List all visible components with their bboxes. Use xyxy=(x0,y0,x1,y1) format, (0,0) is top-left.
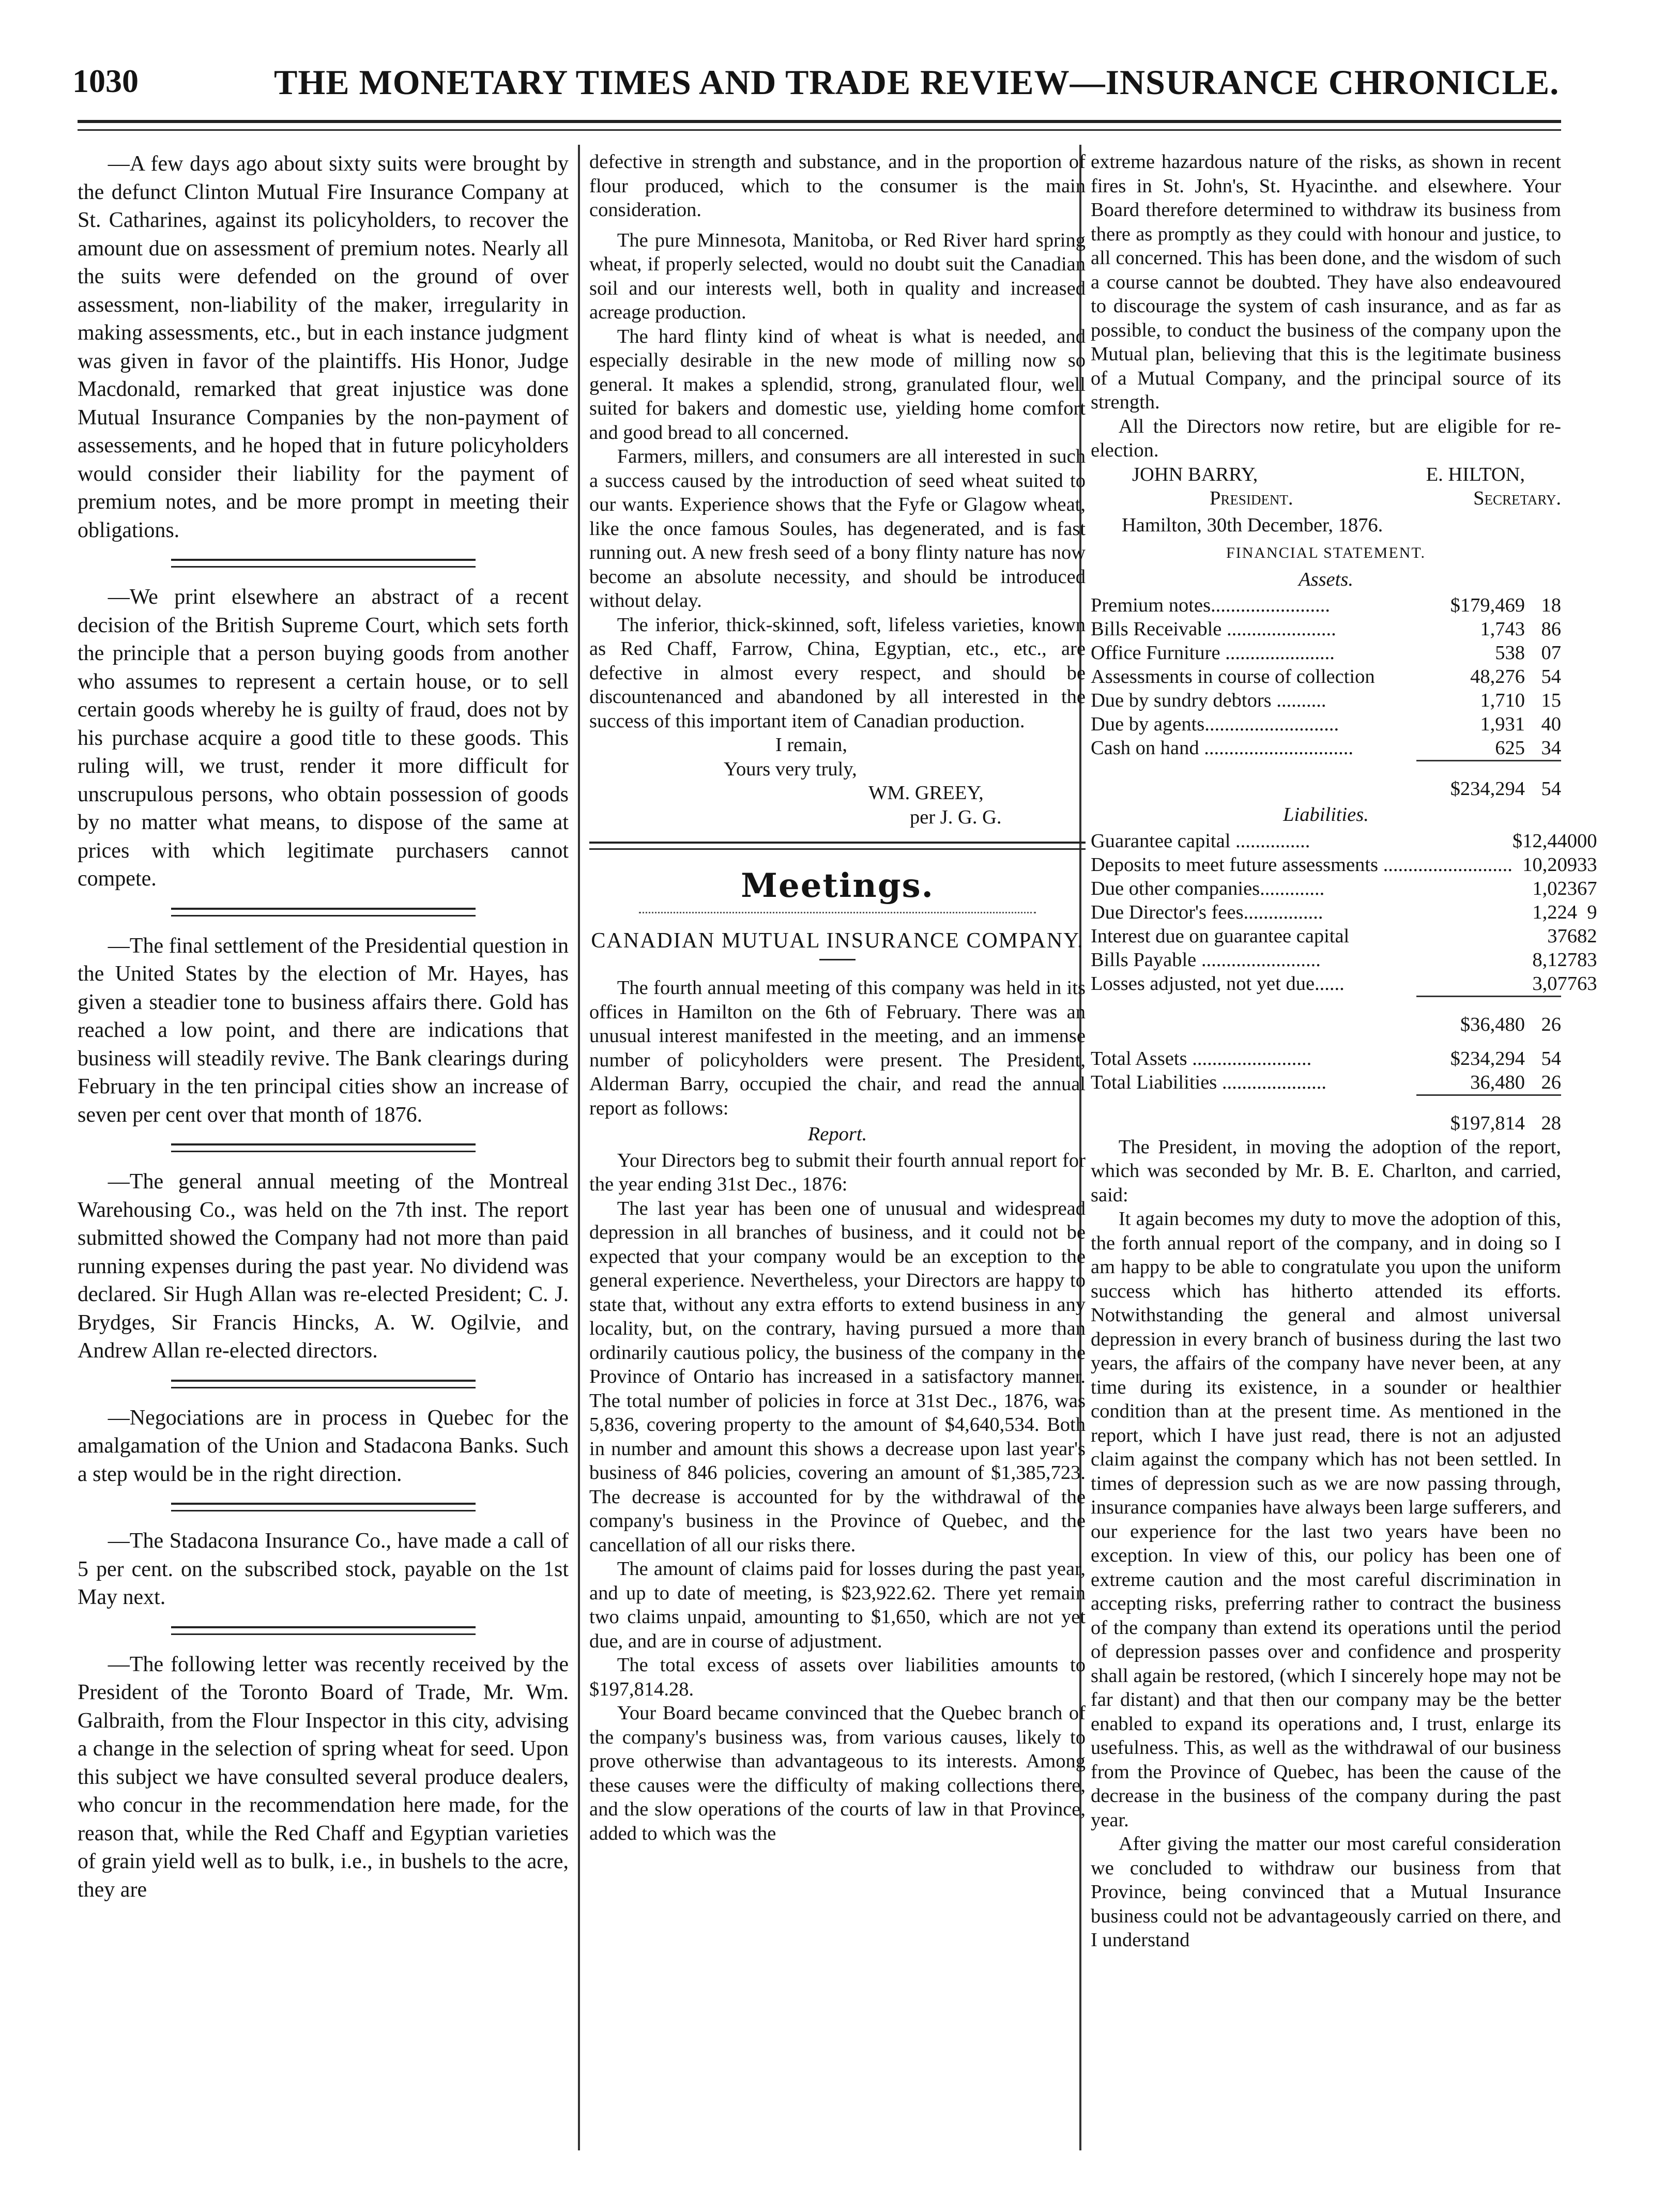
row-label: Bills Receivable ...................... xyxy=(1091,618,1336,640)
row-label: Due by sundry debtors .......... xyxy=(1091,690,1326,711)
row-amount: $12,440 xyxy=(1512,830,1578,852)
liabilities-total-cents: 26 xyxy=(1525,996,1561,1036)
row-amount: $234,294 xyxy=(1450,1047,1525,1070)
item-divider xyxy=(171,1503,476,1511)
row-label: Bills Payable ........................ xyxy=(1091,949,1321,971)
item-presidential: —The final settlement of the Presidential question in the United States by the election of Mr. Hayes, has given a steadier tone to business affairs there. Gold has reached a low point, and there are indications that business will steadily revive. The Bank clearings during February in the ten principal cities show an increase of seven per cent over that month of 1876. xyxy=(78,934,569,1127)
row-amount: 48,276 xyxy=(1470,666,1525,688)
row-label: Interest due on guarantee capital xyxy=(1091,925,1350,947)
short-rule xyxy=(819,959,856,960)
meetings-heading: Meetings. xyxy=(741,866,934,905)
row-label: Guarantee capital ............... xyxy=(1091,830,1310,852)
item-stadacona: —The Stadacona Insurance Co., have made a call of 5 per cent. on the subscribed stock, payable on the 1st May next. xyxy=(78,1529,569,1609)
signature-line: I remain, xyxy=(775,734,847,756)
row-cents: 00 xyxy=(1577,830,1597,852)
asset-row xyxy=(1091,665,1561,689)
row-cents: 67 xyxy=(1577,877,1597,899)
report-paragraph: All the Directors now retire, but are eligible for re-election. xyxy=(1091,415,1561,461)
row-amount: 1,743 xyxy=(1480,618,1525,640)
asset-row xyxy=(1091,689,1561,712)
assets-total-cents: 54 xyxy=(1525,761,1561,801)
row-amount: 1,710 xyxy=(1480,690,1525,711)
summary-row xyxy=(1091,1047,1561,1071)
letter-paragraph: The pure Minnesota, Manitoba, or Red River hard spring wheat, if properly selected, would no doubt suit the Canadian soil and our interests well, both in quality and increased acreage production. xyxy=(589,229,1086,323)
summary-table xyxy=(1091,1047,1561,1094)
financial-statement-title: FINANCIAL STATEMENT. xyxy=(1226,544,1426,561)
row-cents: 18 xyxy=(1541,594,1561,616)
liability-row xyxy=(1091,948,1597,972)
signature-president-name: JOHN BARRY, xyxy=(1132,463,1258,485)
row-cents: 15 xyxy=(1541,690,1561,711)
row-amount: 1,931 xyxy=(1480,713,1525,735)
liabilities-total xyxy=(1091,996,1561,1036)
report-signatures xyxy=(1091,463,1561,513)
meeting-paragraph: The fourth annual meeting of this company was held in its offices in Hamilton on the 6th of February. There was an unusual interest manifested in the meeting, and an immense number of policyholders were present. The President, Alderman Barry, occupied the chair, and read the annual report as follows: xyxy=(589,977,1086,1119)
letter-paragraph: Farmers, millers, and consumers are all interested in such a success caused by the introduction of seed wheat suited to our wants. Experience shows that the Fyfe or Glagow wheat, like the once famous Soules, has degenerated, and is fast running out. A new fresh seed of a bony flinty nature has now become an absolute necessity, and should be introduced without delay. xyxy=(589,446,1086,612)
column-rule-1 xyxy=(578,145,580,2150)
liability-row xyxy=(1091,972,1597,996)
row-label: Deposits to meet future assessments .......................... xyxy=(1091,853,1513,876)
signature-line: Yours very truly, xyxy=(724,758,857,780)
item-montreal-warehousing: —The general annual meeting of the Montreal Warehousing Co., was held on the 7th inst. The report submitted showed the Company had not more than paid running expenses during the past year. No dividend was declared. Sir Hugh Allan was re-elected President; C. J. Brydges, Sir Francis Hincks, A. W. Ogilvie, and Andrew Allan re-elected directors. xyxy=(78,1170,569,1363)
item-divider xyxy=(171,1626,476,1635)
net-total xyxy=(1091,1094,1561,1135)
report-paragraph: The amount of claims paid for losses during the past year, and up to date of meeting, is $23,922.62. There yet remain two claims unpaid, amounting to $1,650, which are not yet due, and are in course of adjustment. xyxy=(589,1558,1086,1652)
signature-line: per J. G. G. xyxy=(910,806,1002,828)
liabilities-heading: Liabilities. xyxy=(1283,804,1369,826)
speech-paragraph: It again becomes my duty to move the adoption of this, the forth annual report of the company, and in doing so I am happy to be able to congratulate you upon the uniform success which has hitherto attended its efforts. Notwithstanding the general and almost universal depression in every branch of business during the last two years, the affairs of the company have never been, at any time during its existence, in a sounder or healthier condition than at the present time. As mentioned in the report, which I have just read, there is not an adjusted claim against the company which has not been settled. In times of depression such as we are now passing through, insurance companies have always been large sufferers, and our experience for the last two years have been no exception. In view of this, our policy has been one of extreme caution and the most careful discrimination in accepting risks, preferring rather to contract the business of the company than extend its operations until the period of depression passes over and confidence and prosperity shall again be restored, (which I sincerely hope may not be far distant) and that then our company may be the better enabled to expand its operations and, I trust, enlarge its usefulness. This, as well as the withdrawal of our business from the Province of Quebec, has been the cause of the decrease in the business of the company during the past year. xyxy=(1091,1208,1561,1831)
letter-paragraph: The hard flinty kind of wheat is what is needed, and especially desirable in the new mode of milling now so general. It makes a splendid, strong, granulated flour, well suited for bakers and domestic use, yielding home comfort and good bread to all concerned. xyxy=(589,325,1086,444)
page-header xyxy=(72,62,1561,109)
assets-table xyxy=(1091,593,1561,760)
row-amount: 376 xyxy=(1547,925,1578,947)
row-cents: 26 xyxy=(1541,1071,1561,1093)
liability-row xyxy=(1091,924,1597,948)
liability-row xyxy=(1091,829,1597,853)
row-cents: 40 xyxy=(1541,713,1561,735)
report-paragraph: Your Board became convinced that the Quebec branch of the company's business was, from various causes, likely to prove otherwise than advantageous to its interests. Among these causes were the difficulty of making collections there, and the slow operations of the courts of law in that Province, added to which was the xyxy=(589,1702,1086,1844)
assets-heading: Assets. xyxy=(1299,568,1353,590)
row-amount: 8,127 xyxy=(1532,949,1578,971)
speech-paragraph: The President, in moving the adoption of the report, which was seconded by Mr. B. E. Charlton, and carried, said: xyxy=(1091,1136,1561,1206)
item-divider xyxy=(171,1380,476,1388)
summary-row xyxy=(1091,1071,1561,1094)
report-paragraph: The total excess of assets over liabilities amounts to $197,814.28. xyxy=(589,1654,1086,1700)
row-label: Due by agents........................... xyxy=(1091,713,1339,735)
report-heading: Report. xyxy=(807,1123,867,1145)
row-amount: 625 xyxy=(1495,737,1525,759)
row-cents: 82 xyxy=(1577,925,1597,947)
row-cents: 54 xyxy=(1541,666,1561,688)
item-divider xyxy=(171,908,476,916)
signature-line: WM. GREEY, xyxy=(868,782,984,804)
row-cents: 54 xyxy=(1541,1047,1561,1070)
net-total-amount: $197,814 xyxy=(1416,1095,1525,1135)
row-cents: 83 xyxy=(1577,949,1597,971)
liabilities-total-amount: $36,480 xyxy=(1416,996,1525,1036)
row-amount: 1,023 xyxy=(1532,877,1578,899)
place-date: Hamilton, 30th December, 1876. xyxy=(1122,514,1383,536)
letter-paragraph: The inferior, thick-skinned, soft, lifeless varieties, known as Red Chaff, Farrow, China, Egyptian, etc., etc., are defective in almost every respect, and should be discountenanced and abandoned by all interested in the success of this important item of Canadian production. xyxy=(589,614,1086,732)
page-number: 1030 xyxy=(72,63,139,99)
row-amount: 36,480 xyxy=(1470,1071,1525,1093)
column-middle xyxy=(589,150,1086,1845)
liability-row xyxy=(1091,877,1597,900)
item-clinton-mutual: —A few days ago about sixty suits were brought by the defunct Clinton Mutual Fire Insurance Company at St. Catharines, against its policyholders, to recover the amount due on assessment of premium notes. Nearly all the suits were defended on the ground of over assessment, non-liability of the maker, irregularity in making assessments, etc., but in each instance judgment was given in favor of the plaintiffs. His Honor, Judge Macdonald, remarked that great injustice was done Mutual Insurance Companies by the non-payment of assessements, and he hoped that in future policyholders would consider their liability for the payment of premium notes, and be more prompt in meeting their obligations. xyxy=(78,152,569,542)
row-label: Losses adjusted, not yet due...... xyxy=(1091,972,1345,995)
report-paragraph: Your Directors beg to submit their fourth annual report for the year ending 31st Dec., 1876: xyxy=(589,1149,1086,1195)
asset-row xyxy=(1091,712,1561,736)
liability-row xyxy=(1091,853,1597,877)
liability-row xyxy=(1091,900,1597,924)
row-amount: 538 xyxy=(1495,642,1525,664)
item-letter-intro: —The following letter was recently received by the President of the Toronto Board of Trade, Mr. Wm. Galbraith, from the Flour Inspector in this city, advising a change in the selection of spring wheat for seed. Upon this subject we have consulted several produce dealers, who concur in the recommendation here made, for the reason that, while the Red Chaff and Egyptian varieties of grain yield well as to bulk, i.e., in bushels to the acre, they are xyxy=(78,1652,569,1902)
liabilities-table xyxy=(1091,829,1597,996)
assets-total-amount: $234,294 xyxy=(1416,761,1525,801)
signature-secretary-name: E. HILTON, xyxy=(1426,463,1525,485)
row-amount: 3,077 xyxy=(1532,972,1578,995)
item-divider xyxy=(171,1143,476,1152)
item-divider xyxy=(171,559,476,568)
item-negociations: —Negociations are in process in Quebec for the amalgamation of the Union and Stadacona Banks. Such a step would be in the right direction. xyxy=(78,1405,569,1486)
report-paragraph: extreme hazardous nature of the risks, as shown in recent fires in St. John's, St. Hyacinthe. and elsewhere. Your Board therefore determined to withdraw its business from there as promptly as they could with honour and justice, to all concerned. This has been done, and the wisdom of such a course cannot be doubted. They have also endeavoured to discourage the system of cash insurance, and as far as possible, to conduct the business of the company upon the Mutual plan, believing that this is the legitimate business of a Mutual Company, and the principal source of its strength. xyxy=(1091,151,1561,413)
row-label: Premium notes........................ xyxy=(1091,594,1331,616)
row-label: Assessments in course of collection xyxy=(1091,666,1375,688)
row-label: Due Director's fees................ xyxy=(1091,901,1323,923)
row-cents: 34 xyxy=(1541,737,1561,759)
row-cents: 86 xyxy=(1541,618,1561,640)
signature-secretary-title: Secretary. xyxy=(1473,487,1561,509)
row-label: Due other companies............. xyxy=(1091,877,1325,899)
row-amount: 10,209 xyxy=(1522,853,1578,876)
row-label: Office Furniture ...................... xyxy=(1091,642,1335,664)
letter-signature xyxy=(589,733,1086,829)
column-left xyxy=(78,150,569,1904)
letter-paragraph: defective in strength and substance, and in the proportion of flour produced, which to the consumer is the main consideration. xyxy=(589,151,1086,221)
header-rule-thin xyxy=(78,129,1561,131)
asset-row xyxy=(1091,593,1561,617)
net-total-cents: 28 xyxy=(1525,1095,1561,1135)
row-amount: $179,469 xyxy=(1450,594,1525,616)
row-cents: 07 xyxy=(1541,642,1561,664)
item-supreme-court: —We print elsewhere an abstract of a recent decision of the British Supreme Court, which sets forth the principle that a person buying goods from another who assumes to represent a certain house, or to sell certain goods whereby he is guilty of fraud, does not by his purchase acquire a good title to these goods. This ruling will, we trust, render it more difficult for unscrupulous persons, who obtain possession of goods by no matter what means, to dispose of the same at prices with which legitimate purchasers cannot compete. xyxy=(78,585,569,891)
row-cents: 9 xyxy=(1587,901,1597,923)
company-heading: CANADIAN MUTUAL INSURANCE COMPANY. xyxy=(591,929,1084,953)
header-rule-thick xyxy=(78,120,1561,123)
asset-row xyxy=(1091,617,1561,641)
speech-paragraph: After giving the matter our most careful consideration we concluded to withdraw our business from that Province, being convinced that a Mutual Insurance business could not be advantageously carried on there, and I understand xyxy=(1091,1833,1561,1951)
report-paragraph: The last year has been one of unusual and widespread depression in all branches of business, and it could not be expected that your company would be an exception to the general experience. Nevertheless, your Directors are happy to state that, without any extra efforts to extend business in any locality, but, on the contrary, having pursued a more than ordinarily cautious policy, the business of the company in the Province of Ontario has increased in a satisfactory manner. The total number of policies in force at 31st Dec., 1876, was 5,836, covering property to the amount of $4,640,534. Both in number and amount this shows a decrease upon last year's business of 846 policies, covering an amount of $1,385,723. The decrease is accounted for by the withdrawal of the company's business in the Province of Quebec, and the cancellation of all our risks there. xyxy=(589,1197,1086,1556)
asset-row xyxy=(1091,736,1561,760)
masthead-title: THE MONETARY TIMES AND TRADE REVIEW—INSURANCE CHRONICLE. xyxy=(274,63,1560,102)
row-label: Total Assets ........................ xyxy=(1091,1047,1312,1070)
assets-total xyxy=(1091,760,1561,801)
ornament-rule xyxy=(639,907,1036,913)
section-divider xyxy=(589,842,1086,850)
row-label: Cash on hand .............................. xyxy=(1091,737,1353,759)
signature-president-title: President. xyxy=(1210,487,1293,509)
row-cents: 63 xyxy=(1577,972,1597,995)
row-label: Total Liabilities ..................... xyxy=(1091,1071,1327,1093)
row-cents: 33 xyxy=(1577,853,1597,876)
column-right xyxy=(1091,150,1597,1952)
asset-row xyxy=(1091,641,1561,665)
row-amount: 1,224 xyxy=(1532,901,1578,923)
